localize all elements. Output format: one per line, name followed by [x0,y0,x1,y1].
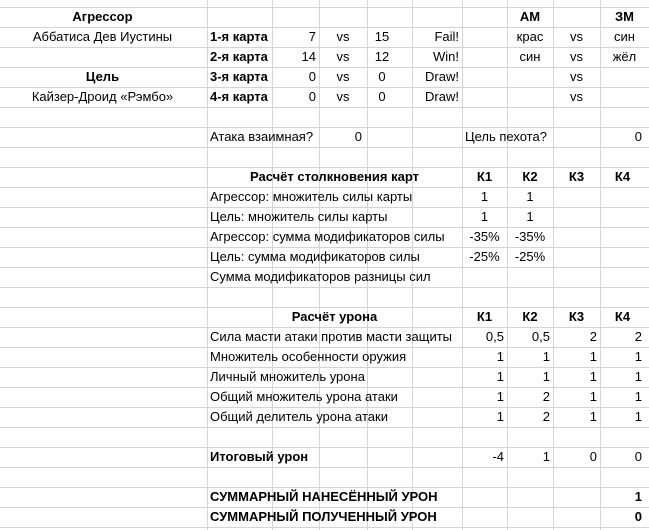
clash-cell-k3[interactable] [553,187,600,207]
clash-row-label: Агрессор: множитель силы карты [210,189,413,204]
clash-cell-k1[interactable]: -35% [469,229,500,244]
clash-col-header-k1: К1 [476,169,493,184]
total-damage-label: Итоговый урон [210,449,309,464]
map-result: Draw! [425,89,459,104]
map-suit-vs-label: vs [570,29,583,44]
damage-row-label: Множитель особенности оружия [210,349,407,364]
damage-cell-k4[interactable]: 2 [634,329,642,344]
damage-cell-k1[interactable]: 0,5 [485,329,504,344]
map-row-label: 2-я карта [210,49,268,64]
damage-cell-k3[interactable]: 2 [589,329,597,344]
damage-cell-k2[interactable]: 2 [542,389,550,404]
damage-cell-k3[interactable]: 1 [589,409,597,424]
clash-cell-k1[interactable]: 1 [480,209,489,224]
clash-col-header-k3: К3 [568,169,585,184]
damage-cell-k4[interactable]: 1 [634,369,642,384]
clash-cell-k1[interactable]: -25% [469,249,500,264]
map-suit-vs-label: vs [570,69,583,84]
map-suit-vs-label: vs [570,89,583,104]
clash-row-label: Цель: сумма модификаторов силы [210,249,420,264]
clash-row-label: Сумма модификаторов разницы сил [210,269,431,284]
damage-row-label: Личный множитель урона [210,369,365,384]
target-label: Цель [85,69,120,84]
map-vs-label: vs [336,89,350,104]
clash-cell-k3[interactable] [553,207,600,227]
mutual-attack-value[interactable]: 0 [354,129,362,144]
map-target-value[interactable]: 0 [378,89,386,104]
damage-col-header-k3: К3 [568,309,585,324]
map-result: Win! [433,49,459,64]
clash-cell-k2[interactable]: 1 [526,189,534,204]
map-am-suit[interactable] [507,87,553,107]
target-infantry-label: Цель пехота? [465,129,547,144]
map-vs-label: vs [336,49,350,64]
col-zm-header: ЗМ [615,9,634,24]
damage-col-header-k1: К1 [476,309,493,324]
aggressor-name: Аббатиса Дев Иустины [32,29,173,44]
total-damage-k4[interactable]: 0 [634,449,642,464]
damage-cell-k2[interactable]: 1 [542,369,550,384]
clash-cell-k2[interactable]: -35% [514,229,546,244]
map-am-suit[interactable]: крас [516,29,544,44]
damage-col-header-k4: К4 [614,309,631,324]
map-result: Draw! [425,69,459,84]
map-aggressor-value[interactable]: 0 [308,69,316,84]
damage-row-label: Сила масти атаки против масти защиты [210,329,453,344]
summary-dealt-label: СУММАРНЫЙ НАНЕСЁННЫЙ УРОН [210,489,438,504]
damage-row-label: Общий делитель урона атаки [210,409,388,424]
clash-cell-k4[interactable] [600,267,645,287]
map-target-value[interactable]: 0 [378,69,386,84]
map-zm-suit[interactable] [600,87,649,107]
map-vs-label: vs [336,69,350,84]
map-aggressor-value[interactable]: 0 [308,89,316,104]
damage-title: Расчёт урона [291,309,378,324]
clash-row-label: Агрессор: сумма модификаторов силы [210,229,445,244]
clash-cell-k2[interactable] [507,267,553,287]
summary-received-label: СУММАРНЫЙ ПОЛУЧЕННЫЙ УРОН [210,509,437,524]
damage-col-header-k2: К2 [522,309,538,324]
map-target-value[interactable]: 12 [374,49,390,64]
damage-cell-k1[interactable]: 1 [496,409,504,424]
clash-cell-k4[interactable] [600,207,645,227]
map-row-label: 1-я карта [210,29,268,44]
map-row-label: 4-я карта [210,89,268,104]
target-infantry-value[interactable]: 0 [634,129,642,144]
map-aggressor-value[interactable]: 14 [301,49,316,64]
total-damage-k1[interactable]: -4 [492,449,504,464]
summary-received-value[interactable]: 0 [634,509,642,524]
clash-cell-k2[interactable]: -25% [514,249,546,264]
clash-cell-k4[interactable] [600,247,645,267]
map-vs-label: vs [336,29,350,44]
damage-cell-k1[interactable]: 1 [496,369,504,384]
map-zm-suit[interactable] [600,67,649,87]
map-target-value[interactable]: 15 [374,29,390,44]
clash-col-header-k2: К2 [522,169,538,184]
map-aggressor-value[interactable]: 7 [308,29,316,44]
damage-cell-k3[interactable]: 1 [589,369,597,384]
clash-cell-k4[interactable] [600,227,645,247]
map-am-suit[interactable] [507,67,553,87]
damage-cell-k3[interactable]: 1 [589,349,597,364]
total-damage-k2[interactable]: 1 [542,449,550,464]
damage-cell-k2[interactable]: 0,5 [531,329,550,344]
damage-cell-k2[interactable]: 1 [542,349,550,364]
summary-dealt-value[interactable]: 1 [634,489,642,504]
clash-cell-k4[interactable] [600,187,645,207]
clash-col-header-k4: К4 [614,169,631,184]
clash-cell-k3[interactable] [553,247,600,267]
damage-cell-k1[interactable]: 1 [496,389,504,404]
map-zm-suit[interactable]: син [614,29,635,44]
damage-cell-k3[interactable]: 1 [589,389,597,404]
total-damage-k3[interactable]: 0 [589,449,597,464]
damage-cell-k4[interactable]: 1 [634,409,642,424]
clash-cell-k2[interactable]: 1 [526,209,534,224]
clash-cell-k1[interactable] [462,267,507,287]
clash-cell-k3[interactable] [553,227,600,247]
damage-row-label: Общий множитель урона атаки [210,389,398,404]
map-zm-suit[interactable]: жёл [612,49,637,64]
target-name: Кайзер-Дроид «Рэмбо» [31,89,174,104]
map-am-suit[interactable]: син [519,49,541,64]
col-am-header: АМ [519,9,541,24]
damage-cell-k4[interactable]: 1 [634,349,642,364]
damage-cell-k2[interactable]: 2 [542,409,550,424]
damage-cell-k4[interactable]: 1 [634,389,642,404]
clash-cell-k1[interactable]: 1 [480,189,489,204]
map-suit-vs-label: vs [570,49,583,64]
clash-cell-k3[interactable] [553,267,600,287]
mutual-attack-label: Атака взаимная? [210,129,314,144]
clash-title: Расчёт столкновения карт [250,169,419,184]
map-result: Fail! [434,29,459,44]
map-row-label: 3-я карта [210,69,268,84]
clash-row-label: Цель: множитель силы карты [210,209,388,224]
damage-cell-k1[interactable]: 1 [496,349,504,364]
aggressor-label: Агрессор [72,9,133,24]
